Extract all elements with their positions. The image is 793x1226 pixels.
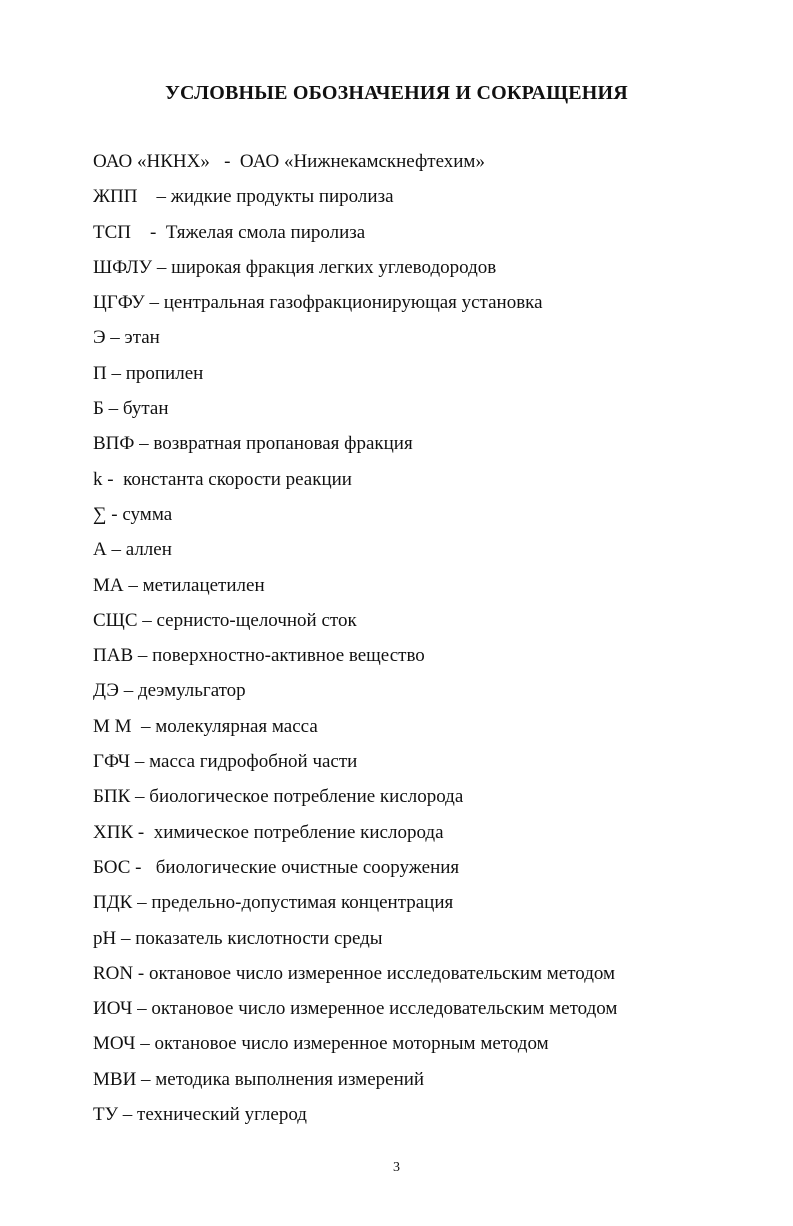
list-item: ГФЧ – масса гидрофобной части: [93, 751, 358, 773]
list-item: Э – этан: [93, 327, 160, 349]
list-item: МОЧ – октановое число измеренное моторным методом: [93, 1033, 549, 1055]
list-item: ТУ – технический углерод: [93, 1104, 307, 1126]
list-item: ХПК - химическое потребление кислорода: [93, 821, 444, 843]
list-item: ПДК – предельно-допустимая концентрация: [93, 892, 454, 914]
list-item: ШФЛУ – широкая фракция легких углеводородов: [93, 256, 497, 278]
list-item: ЦГФУ – центральная газофракционирующая установка: [93, 292, 543, 314]
list-item: П – пропилен: [93, 362, 204, 384]
list-item: МА – метилацетилен: [93, 574, 265, 596]
list-item: БПК – биологическое потребление кислорода: [93, 786, 464, 808]
list-item: ИОЧ – октановое число измеренное исследовательским методом: [93, 998, 618, 1020]
list-item: ДЭ – деэмульгатор: [93, 680, 246, 702]
list-item: ПАВ – поверхностно-активное вещество: [93, 645, 425, 667]
abbreviation-list: [93, 149, 617, 1137]
list-item: ТСП - Тяжелая смола пиролиза: [93, 221, 366, 243]
list-item: А – аллен: [93, 539, 172, 561]
list-item: RON - октановое число измеренное исследовательским методом: [93, 962, 616, 984]
list-item: БОС - биологические очистные сооружения: [93, 856, 460, 878]
list-item: СЩС – сернисто-щелочной сток: [93, 609, 357, 631]
list-item: Б – бутан: [93, 398, 169, 420]
page-title: УСЛОВНЫЕ ОБОЗНАЧЕНИЯ И СОКРАЩЕНИЯ: [165, 82, 628, 104]
list-item: М М – молекулярная масса: [93, 715, 318, 737]
page-number: 3: [393, 1160, 400, 1175]
list-item: pH – показатель кислотности среды: [93, 927, 383, 949]
list-item: ЖПП – жидкие продукты пиролиза: [93, 186, 394, 208]
list-item: ОАО «НКНХ» - ОАО «Нижнекамскнефтехим»: [93, 151, 485, 172]
list-item: ∑ - сумма: [93, 503, 173, 525]
list-item: k - константа скорости реакции: [93, 468, 352, 490]
list-item: МВИ – методика выполнения измерений: [93, 1068, 425, 1090]
list-item: ВПФ – возвратная пропановая фракция: [93, 433, 413, 455]
